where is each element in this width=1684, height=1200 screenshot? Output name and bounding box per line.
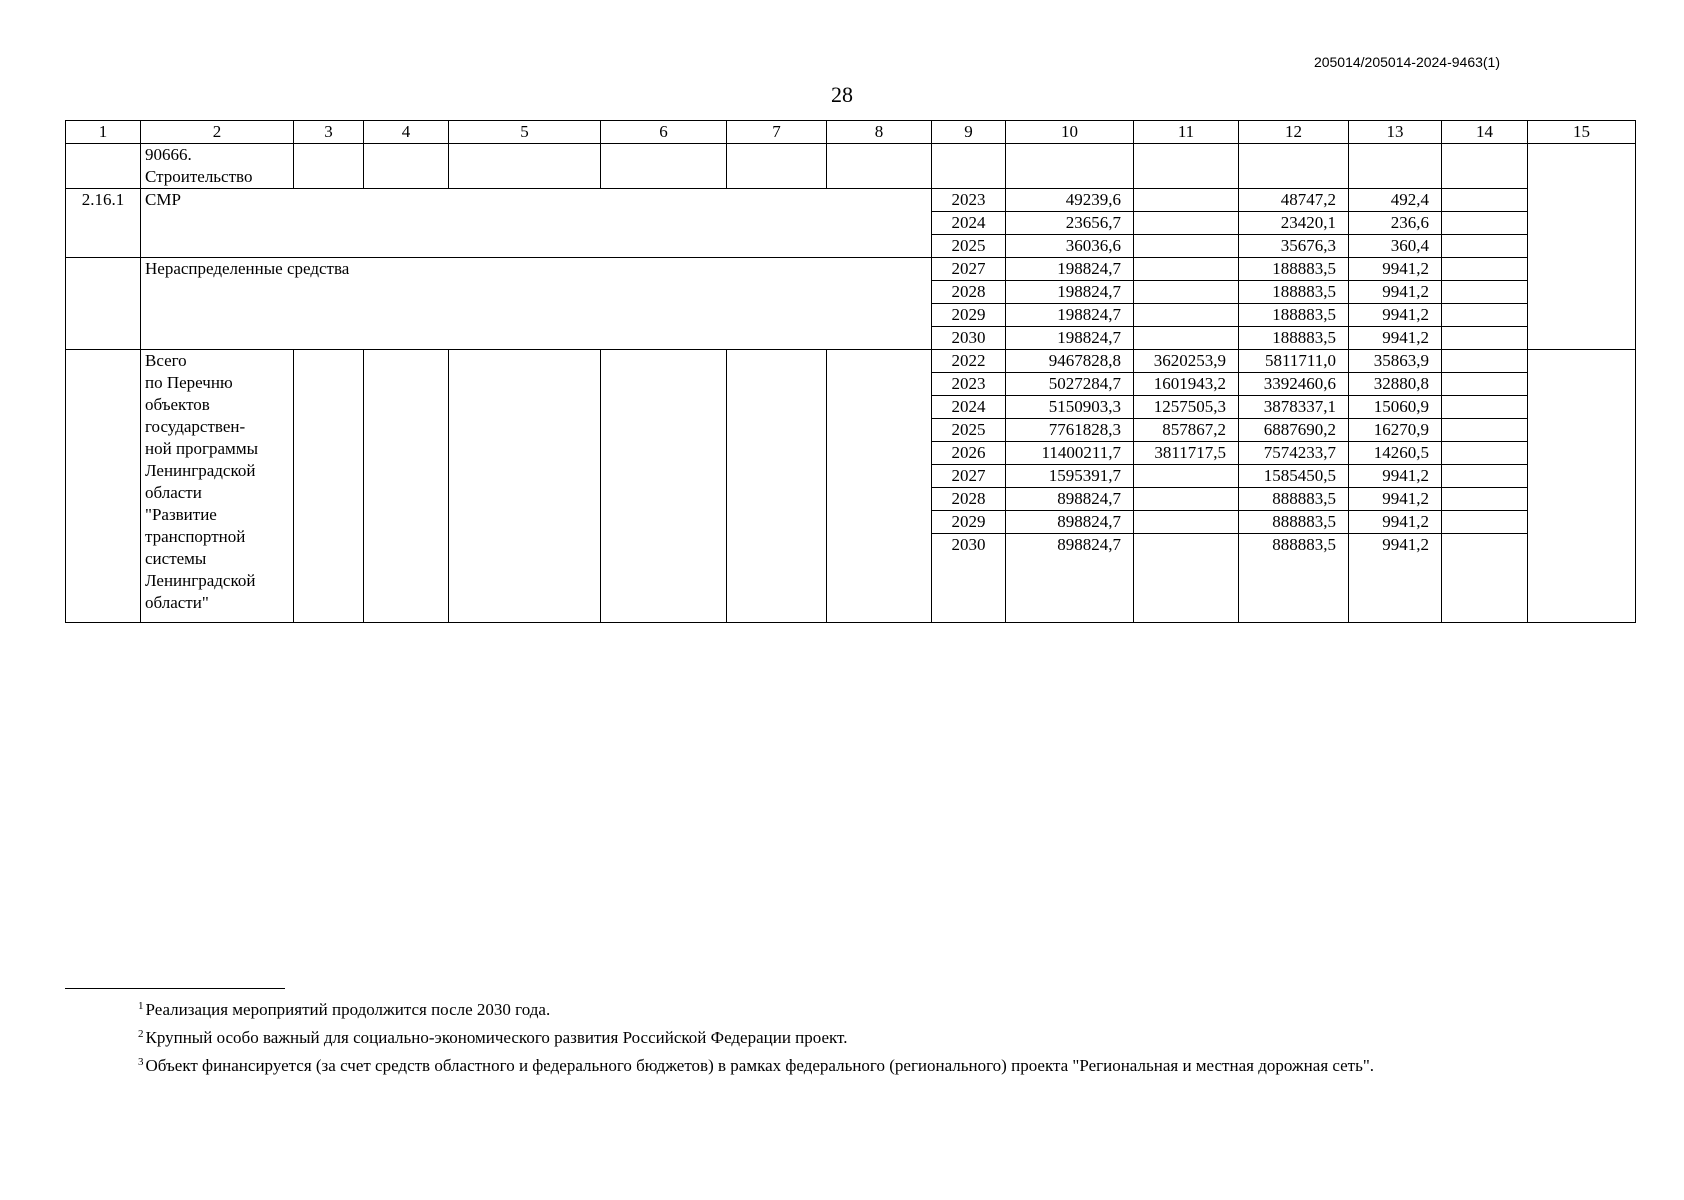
- empty-cell: [66, 144, 141, 189]
- value-regional: 888883,5: [1239, 534, 1349, 623]
- footnote-mark: 2: [138, 1028, 144, 1040]
- unallocated-row: [66, 258, 1636, 281]
- value-federal: [1134, 534, 1239, 623]
- value-other: [1442, 511, 1528, 534]
- total-name-line: "Развитие: [145, 505, 217, 524]
- year-cell: 2022: [932, 350, 1006, 373]
- value-total: 9467828,8: [1006, 350, 1134, 373]
- value-regional: 48747,2: [1239, 189, 1349, 212]
- value-total: 198824,7: [1006, 327, 1134, 350]
- year-cell: 2023: [932, 189, 1006, 212]
- column-number: 1: [66, 121, 141, 144]
- column-number: 6: [601, 121, 727, 144]
- value-federal: 3620253,9: [1134, 350, 1239, 373]
- financing-table: [65, 120, 1636, 623]
- total-name-line: области": [145, 593, 209, 612]
- total-name-line: Ленинградской: [145, 461, 256, 480]
- year-cell: 2028: [932, 488, 1006, 511]
- empty-cell: [827, 350, 932, 623]
- value-local: 9941,2: [1349, 511, 1442, 534]
- value-total: 23656,7: [1006, 212, 1134, 235]
- empty-cell: [66, 258, 141, 350]
- value-total: 198824,7: [1006, 258, 1134, 281]
- value-local: 9941,2: [1349, 327, 1442, 350]
- value-regional: 188883,5: [1239, 281, 1349, 304]
- year-cell: 2026: [932, 442, 1006, 465]
- value-other: [1442, 189, 1528, 212]
- value-regional: 888883,5: [1239, 511, 1349, 534]
- value-other: [1442, 212, 1528, 235]
- value-total: 898824,7: [1006, 534, 1134, 623]
- value-total: 7761828,3: [1006, 419, 1134, 442]
- column-number: 10: [1006, 121, 1134, 144]
- construction-label-line: Строительство: [145, 167, 253, 186]
- value-other: [1442, 373, 1528, 396]
- total-name-line: Всего: [145, 351, 187, 370]
- value-local: 360,4: [1349, 235, 1442, 258]
- column-number: 9: [932, 121, 1006, 144]
- value-federal: [1134, 189, 1239, 212]
- value-total: 198824,7: [1006, 304, 1134, 327]
- column-number: 3: [294, 121, 364, 144]
- value-other: [1442, 465, 1528, 488]
- empty-cell: [932, 144, 1006, 189]
- value-regional: 188883,5: [1239, 304, 1349, 327]
- total-name-line: ной программы: [145, 439, 258, 458]
- value-federal: [1134, 304, 1239, 327]
- empty-cell: [364, 350, 449, 623]
- empty-cell: [827, 144, 932, 189]
- footnote-mark: 3: [138, 1056, 144, 1068]
- value-other: [1442, 350, 1528, 373]
- value-regional: 6887690,2: [1239, 419, 1349, 442]
- value-other: [1442, 419, 1528, 442]
- year-cell: 2028: [932, 281, 1006, 304]
- year-cell: 2024: [932, 396, 1006, 419]
- column-number: 15: [1528, 121, 1636, 144]
- total-name-line: объектов: [145, 395, 210, 414]
- total-name-line: Ленинградской: [145, 571, 256, 590]
- footnote-text: Крупный особо важный для социально-экономического развития Российской Федерации проект.: [145, 1028, 848, 1047]
- empty-cell: [1442, 144, 1528, 189]
- total-name-line: системы: [145, 549, 207, 568]
- year-cell: 2025: [932, 419, 1006, 442]
- year-cell: 2029: [932, 511, 1006, 534]
- construction-label-line: 90666.: [145, 145, 192, 164]
- footnote-text: Реализация мероприятий продолжится после 2030 года.: [145, 1000, 551, 1019]
- value-local: 14260,5: [1349, 442, 1442, 465]
- value-regional: 3392460,6: [1239, 373, 1349, 396]
- value-federal: 1257505,3: [1134, 396, 1239, 419]
- header-row: [66, 121, 1636, 144]
- value-other: [1442, 442, 1528, 465]
- value-total: 49239,6: [1006, 189, 1134, 212]
- value-regional: 1585450,5: [1239, 465, 1349, 488]
- total-name-line: области: [145, 483, 202, 502]
- column-number: 2: [141, 121, 294, 144]
- footnote: [138, 994, 1374, 1022]
- empty-cell: [727, 144, 827, 189]
- document-id: 205014/205014-2024-9463(1): [1313, 54, 1500, 70]
- table-body: [66, 121, 1636, 623]
- unallocated-name: Нераспределенные средства: [141, 258, 932, 350]
- footnote-text: Объект финансируется (за счет средств областного и федерального бюджетов) в рамках федерального (регионального) проекта "Региональная и местная дорожная сеть".: [145, 1056, 1375, 1075]
- column-number: 12: [1239, 121, 1349, 144]
- value-local: 9941,2: [1349, 534, 1442, 623]
- empty-cell: [601, 350, 727, 623]
- year-cell: 2023: [932, 373, 1006, 396]
- empty-cell: [1528, 144, 1636, 350]
- empty-cell: [1528, 350, 1636, 623]
- value-total: 898824,7: [1006, 488, 1134, 511]
- value-federal: [1134, 281, 1239, 304]
- value-other: [1442, 304, 1528, 327]
- value-total: 1595391,7: [1006, 465, 1134, 488]
- value-total: 898824,7: [1006, 511, 1134, 534]
- page-number: 28: [831, 82, 853, 107]
- year-cell: 2027: [932, 258, 1006, 281]
- value-total: 36036,6: [1006, 235, 1134, 258]
- value-local: 9941,2: [1349, 281, 1442, 304]
- value-local: 9941,2: [1349, 488, 1442, 511]
- empty-cell: [1239, 144, 1349, 189]
- value-federal: 1601943,2: [1134, 373, 1239, 396]
- value-local: 16270,9: [1349, 419, 1442, 442]
- value-local: 15060,9: [1349, 396, 1442, 419]
- value-regional: 5811711,0: [1239, 350, 1349, 373]
- footnote-separator: [65, 988, 285, 989]
- value-local: 236,6: [1349, 212, 1442, 235]
- empty-cell: [294, 350, 364, 623]
- total-name-line: по Перечню: [145, 373, 233, 392]
- value-other: [1442, 258, 1528, 281]
- value-local: 32880,8: [1349, 373, 1442, 396]
- value-regional: 3878337,1: [1239, 396, 1349, 419]
- empty-cell: [364, 144, 449, 189]
- value-regional: 7574233,7: [1239, 442, 1349, 465]
- empty-cell: [1134, 144, 1239, 189]
- construction-label: [141, 144, 294, 189]
- value-federal: [1134, 465, 1239, 488]
- empty-cell: [1006, 144, 1134, 189]
- footnote: [138, 1022, 1374, 1050]
- item-name: СМР: [141, 189, 932, 258]
- smr-row: [66, 189, 1636, 212]
- column-number: 8: [827, 121, 932, 144]
- value-regional: 888883,5: [1239, 488, 1349, 511]
- column-number: 4: [364, 121, 449, 144]
- value-other: [1442, 534, 1528, 623]
- total-name-line: транспортной: [145, 527, 246, 546]
- value-regional: 35676,3: [1239, 235, 1349, 258]
- item-code: 2.16.1: [66, 189, 141, 258]
- empty-cell: [66, 350, 141, 623]
- value-federal: 3811717,5: [1134, 442, 1239, 465]
- value-federal: 857867,2: [1134, 419, 1239, 442]
- value-other: [1442, 281, 1528, 304]
- footnotes: [138, 994, 1374, 1078]
- value-local: 35863,9: [1349, 350, 1442, 373]
- empty-cell: [449, 350, 601, 623]
- empty-cell: [601, 144, 727, 189]
- footnote-mark: 1: [138, 1000, 144, 1012]
- value-federal: [1134, 511, 1239, 534]
- value-other: [1442, 396, 1528, 419]
- empty-cell: [727, 350, 827, 623]
- value-federal: [1134, 258, 1239, 281]
- year-cell: 2030: [932, 534, 1006, 623]
- value-local: 9941,2: [1349, 258, 1442, 281]
- value-total: 5150903,3: [1006, 396, 1134, 419]
- value-local: 9941,2: [1349, 465, 1442, 488]
- column-number: 5: [449, 121, 601, 144]
- value-total: 5027284,7: [1006, 373, 1134, 396]
- year-cell: 2025: [932, 235, 1006, 258]
- column-number: 11: [1134, 121, 1239, 144]
- empty-cell: [294, 144, 364, 189]
- value-total: 11400211,7: [1006, 442, 1134, 465]
- value-regional: 188883,5: [1239, 258, 1349, 281]
- value-local: 492,4: [1349, 189, 1442, 212]
- column-number: 13: [1349, 121, 1442, 144]
- value-other: [1442, 488, 1528, 511]
- value-local: 9941,2: [1349, 304, 1442, 327]
- total-name: [141, 350, 294, 623]
- total-name-line: государствен-: [145, 417, 246, 436]
- empty-cell: [449, 144, 601, 189]
- value-total: 198824,7: [1006, 281, 1134, 304]
- value-other: [1442, 235, 1528, 258]
- year-cell: 2030: [932, 327, 1006, 350]
- year-cell: 2027: [932, 465, 1006, 488]
- footnote: [138, 1050, 1374, 1078]
- value-regional: 188883,5: [1239, 327, 1349, 350]
- value-federal: [1134, 488, 1239, 511]
- column-number: 14: [1442, 121, 1528, 144]
- value-federal: [1134, 212, 1239, 235]
- empty-cell: [1349, 144, 1442, 189]
- value-regional: 23420,1: [1239, 212, 1349, 235]
- value-federal: [1134, 235, 1239, 258]
- year-cell: 2029: [932, 304, 1006, 327]
- total-row: [66, 350, 1636, 373]
- column-number: 7: [727, 121, 827, 144]
- value-federal: [1134, 327, 1239, 350]
- construction-row: [66, 144, 1636, 189]
- year-cell: 2024: [932, 212, 1006, 235]
- value-other: [1442, 327, 1528, 350]
